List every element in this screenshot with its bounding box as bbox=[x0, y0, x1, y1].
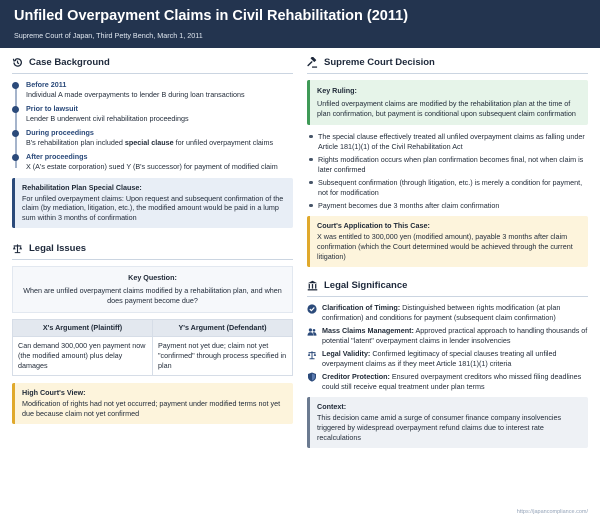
high-court-text: Modification of rights had not yet occurred; payment under modified terms not yet due because claim not yet confirmed bbox=[22, 398, 281, 418]
timeline-dot bbox=[12, 130, 19, 137]
case-background-heading bbox=[12, 56, 293, 74]
scale-icon bbox=[307, 350, 317, 360]
key-ruling-title: Key Ruling: bbox=[317, 86, 357, 96]
table-row bbox=[13, 337, 293, 376]
significance-body: Confirmed legitimacy of special clauses treating all unfiled overpayment claims as if they meet Article 181(1)(1) criteria bbox=[322, 349, 557, 369]
timeline-text: Lender B underwent civil rehabilitation proceedings bbox=[26, 113, 189, 123]
page-title: Unfiled Overpayment Claims in Civil Rehabilitation (2011) bbox=[14, 8, 409, 24]
significance-label: Clarification of Timing: bbox=[322, 303, 401, 313]
table-header: Y's Argument (Defendant) bbox=[153, 320, 293, 337]
list-item: Subsequent confirmation (through litigation, etc.) is merely a condition for payment, not for modification bbox=[307, 178, 588, 198]
key-ruling-text: Unfiled overpayment claims are modified by the rehabilitation plan at the time of plan confirmation, but payment is conditional upon subsequent claim confirmation bbox=[317, 99, 576, 118]
significance-item bbox=[307, 349, 588, 369]
context-title: Context: bbox=[317, 401, 347, 411]
timeline-item bbox=[26, 128, 293, 148]
timeline-dot bbox=[12, 106, 19, 113]
timeline-label: After proceedings bbox=[26, 151, 88, 161]
page-header bbox=[0, 0, 600, 48]
timeline-label: During proceedings bbox=[26, 127, 94, 137]
timeline-item bbox=[26, 152, 293, 172]
timeline-label: Prior to lawsuit bbox=[26, 103, 78, 113]
significance-body: Distinguished between rights modification (at plan confirmation) and conditions for payment (subsequent claim confirmation) bbox=[322, 303, 561, 323]
legal-issues-heading bbox=[12, 242, 293, 260]
timeline-text bbox=[26, 138, 293, 148]
timeline-text: Individual A made overpayments to lender B during loan transactions bbox=[26, 90, 245, 100]
table-cell: Can demand 300,000 yen payment now (the modified amount) plus delay damages bbox=[13, 337, 153, 376]
significance-item bbox=[307, 303, 588, 323]
list-item: The special clause effectively treated all unfiled overpayment claims as falling under Article 181(1)(1) of the Civil Rehabilitation Act bbox=[307, 132, 588, 152]
users-icon bbox=[307, 327, 317, 337]
timeline-item bbox=[26, 80, 293, 100]
ruling-points-list bbox=[307, 132, 588, 211]
supreme-court-heading bbox=[307, 56, 588, 74]
timeline-text-bold: special clause bbox=[124, 137, 174, 147]
key-question-title: Key Question: bbox=[128, 273, 177, 283]
institution-icon bbox=[307, 280, 318, 291]
key-question-text: When are unfiled overpayment claims modified by a rehabilitation plan, and when does payment become due? bbox=[23, 286, 282, 306]
application-box bbox=[307, 216, 588, 267]
legal-issues-title: Legal Issues bbox=[29, 243, 87, 255]
supreme-court-title: Supreme Court Decision bbox=[324, 57, 435, 68]
high-court-box bbox=[12, 383, 293, 424]
timeline-item bbox=[26, 104, 293, 124]
arguments-table bbox=[12, 319, 293, 376]
page-subtitle: Supreme Court of Japan, Third Petty Bench, March 1, 2011 bbox=[14, 30, 203, 40]
special-clause-box bbox=[12, 178, 293, 229]
list-item: Payment becomes due 3 months after claim confirmation bbox=[307, 201, 588, 211]
timeline-text-before: B's rehabilitation plan included bbox=[26, 137, 125, 147]
application-text: X was entitled to 300,000 yen (modified amount), payable 3 months after claim confirmation (which the Court determined would be achieved through the current litigation) bbox=[317, 232, 573, 262]
gavel-icon bbox=[307, 57, 318, 68]
list-item: Rights modification occurs when plan confirmation becomes final, not when claim is later confirmed bbox=[307, 155, 588, 175]
timeline-text-after: for unfiled overpayment claims bbox=[173, 137, 274, 147]
case-timeline bbox=[12, 80, 293, 172]
significance-body: Ensured overpayment creditors who missed filing deadlines could still receive equal treatment under plan terms bbox=[322, 371, 582, 391]
significance-label: Mass Claims Management: bbox=[322, 326, 414, 336]
shield-icon bbox=[307, 372, 317, 382]
high-court-title: High Court's View: bbox=[22, 388, 86, 398]
context-box bbox=[307, 397, 588, 448]
history-icon bbox=[12, 57, 23, 68]
key-question-box bbox=[12, 266, 293, 313]
significance-text bbox=[322, 349, 588, 369]
supreme-court-section bbox=[307, 56, 588, 267]
legal-significance-title: Legal Significance bbox=[324, 280, 408, 292]
legal-significance-section bbox=[307, 279, 588, 447]
case-background-title: Case Background bbox=[29, 57, 110, 68]
footer-url: https://japancompliance.com/ bbox=[516, 509, 588, 515]
table-header: X's Argument (Plaintiff) bbox=[13, 320, 153, 337]
case-background-section bbox=[12, 56, 293, 228]
significance-item bbox=[307, 326, 588, 346]
significance-item bbox=[307, 372, 588, 392]
context-text: This decision came amid a surge of consumer finance company insolvencies triggered by widespread overpayment refund claims due to interest rate recalculations bbox=[317, 412, 562, 442]
key-ruling-box bbox=[307, 80, 588, 125]
legal-issues-section bbox=[12, 242, 293, 423]
scale-icon bbox=[12, 243, 23, 254]
special-clause-text: For unfiled overpayment claims: Upon request and subsequent confirmation of the claim (by mediation, litigation, etc.), the modified amount would be paid in a lump sum within 3 months of confirmation bbox=[22, 193, 284, 223]
significance-label: Legal Validity: bbox=[322, 349, 371, 359]
timeline-dot bbox=[12, 154, 19, 161]
left-column bbox=[12, 56, 293, 424]
timeline-text: X (A's estate corporation) sued Y (B's successor) for payment of modified claim bbox=[26, 161, 278, 171]
table-header-row bbox=[13, 320, 293, 337]
significance-text bbox=[322, 303, 588, 323]
legal-significance-heading bbox=[307, 279, 588, 297]
significance-label: Creditor Protection: bbox=[322, 371, 390, 381]
special-clause-title: Rehabilitation Plan Special Clause: bbox=[22, 182, 142, 192]
right-column bbox=[307, 56, 588, 448]
application-title: Court's Application to This Case: bbox=[317, 221, 430, 231]
check-circle-icon bbox=[307, 304, 317, 314]
significance-text bbox=[322, 326, 588, 346]
timeline-dot bbox=[12, 82, 19, 89]
significance-text bbox=[322, 372, 588, 392]
significance-body: Approved practical approach to handling thousands of potential "latent" overpayment claims in lender insolvencies bbox=[322, 326, 588, 346]
table-cell: Payment not yet due; claim not yet "confirmed" through process specified in plan bbox=[153, 337, 293, 376]
timeline-label: Before 2011 bbox=[26, 80, 67, 90]
